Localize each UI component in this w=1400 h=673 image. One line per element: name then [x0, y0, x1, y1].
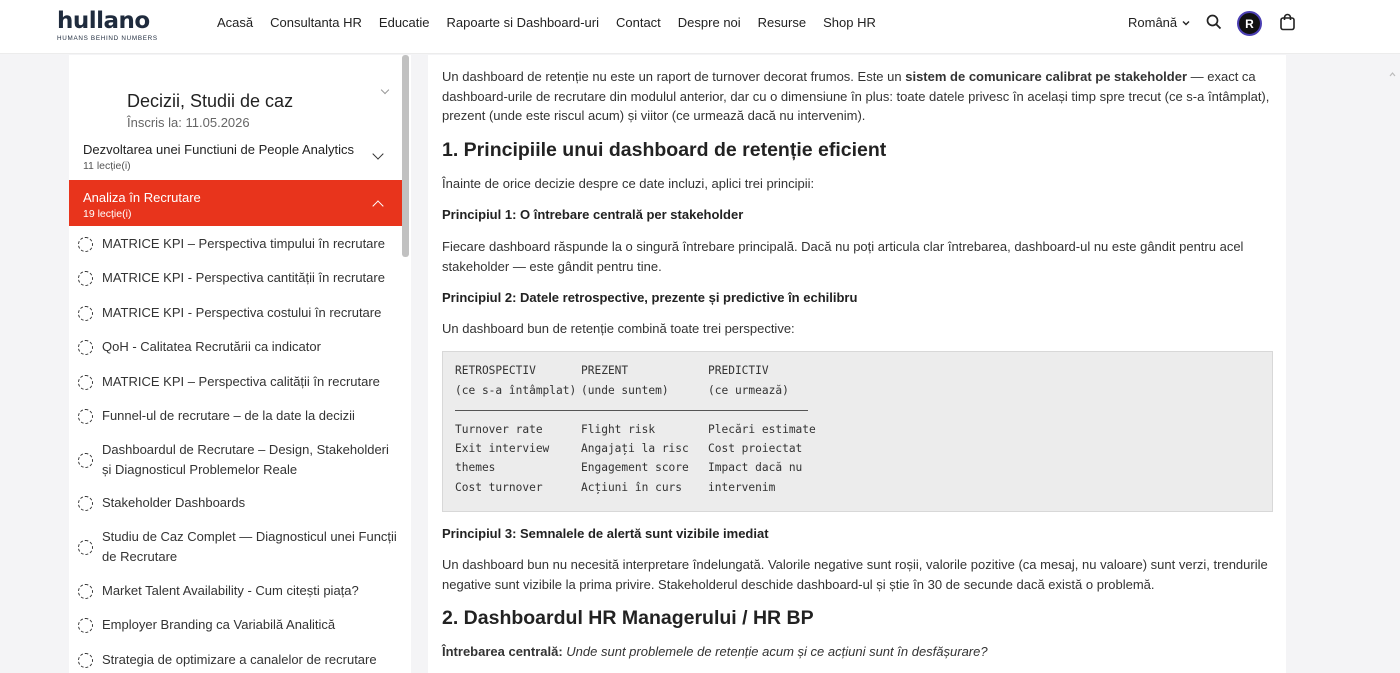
card-chevron-icon [381, 86, 389, 94]
enrollment-date: Înscris la: 11.05.2026 [127, 115, 250, 130]
lesson-status-icon [78, 584, 93, 599]
section-heading-2: 2. Dashboardul HR Managerului / HR BP [442, 607, 814, 629]
code-block-perspectives: RETROSPECTIV PREZENT PREDICTIV (ce s-a întâmplat) (unde suntem) (ce urmează) Turnover rate Flight risk Plecări estimate Exit interview Angajați la risc Cost proiectat themes Engagement score Impact dacă nu Cost turnover Acțiuni în curs intervenim [442, 351, 1273, 512]
lesson-status-icon [78, 540, 93, 555]
language-label: Română [1128, 15, 1178, 30]
shopping-bag-icon[interactable] [1279, 13, 1296, 31]
lesson-status-icon [78, 453, 93, 468]
module-people-analytics[interactable] [69, 132, 402, 180]
principle-2-heading: Principiul 2: Datele retrospective, prezente și predictive în echilibru [442, 290, 858, 305]
lesson-status-icon [78, 340, 93, 355]
logo-tagline: HUMANS BEHIND NUMBERS [57, 35, 158, 42]
course-sidebar [69, 55, 402, 673]
course-title: Decizii, Studii de caz [127, 91, 294, 111]
paragraph: Fiecare dashboard răspunde la o singură întrebare principală. Dacă nu poți articula clar întrebarea, dashboard-ul nu este gândit pentru acel stakeholder — este gândit pentru tine. [442, 239, 1244, 274]
lesson-status-icon [78, 237, 93, 252]
principle-1-heading: Principiul 1: O întrebare centrală per stakeholder [442, 207, 744, 222]
lesson-title: MATRICE KPI - Perspectiva costului în recrutare [102, 305, 382, 320]
lesson-status-icon [78, 271, 93, 286]
code-divider [455, 410, 808, 411]
paragraph: Un dashboard bun nu necesită interpretare îndelungată. Valorile negative sunt roșii, valorile pozitive (ca mesaj, nu valoare) sunt verzi, trendurile negative sunt vizibile la prima privire. Stakeholderul deschide dashboard-ul și știe în 30 de secunde dacă există o problemă. [442, 557, 1268, 592]
module-title: Dezvoltarea unei Functiuni de People Analytics [83, 142, 354, 157]
lesson-title: Market Talent Availability - Cum citești piața? [102, 583, 359, 598]
chevron-up-icon [372, 200, 383, 211]
right-gutter [1286, 55, 1400, 673]
intro-emphasis: sistem de comunicare calibrat pe stakeholder [905, 69, 1188, 84]
nav-acasa[interactable]: Acasă [217, 15, 254, 30]
nav-resurse[interactable]: Resurse [757, 15, 807, 30]
lesson-title: MATRICE KPI – Perspectiva timpului în recrutare [102, 236, 385, 251]
chevron-down-icon [1181, 18, 1191, 28]
module-analiza-recrutare[interactable] [69, 180, 402, 226]
lesson-title: Funnel-ul de recrutare – de la date la decizii [102, 408, 355, 423]
page-scroll-up-icon[interactable] [1389, 70, 1396, 80]
module-lesson-count: 11 lecție(i) [83, 160, 131, 172]
nav-shop-hr[interactable]: Shop HR [823, 15, 876, 30]
lesson-status-icon [78, 306, 93, 321]
lesson-title: MATRICE KPI - Perspectiva cantității în recrutare [102, 270, 385, 285]
central-question [442, 642, 1272, 662]
lesson-title: Dashboardul de Recrutare – Design, Stakeholderi și Diagnosticul Problemelor Reale [102, 442, 389, 477]
nav-consultanta-hr[interactable]: Consultanta HR [270, 15, 362, 30]
language-selector[interactable] [1128, 15, 1191, 30]
lesson-status-icon [78, 653, 93, 668]
lesson-title: MATRICE KPI – Perspectiva calității în recrutare [102, 374, 380, 389]
lesson-status-icon [78, 618, 93, 633]
principle-3-heading: Principiul 3: Semnalele de alertă sunt vizibile imediat [442, 526, 769, 541]
nav-despre-noi[interactable]: Despre noi [677, 15, 741, 30]
lesson-list [69, 226, 402, 673]
module-lesson-count: 19 lecție(i) [83, 208, 132, 220]
lesson-status-icon [78, 409, 93, 424]
central-question-text: Unde sunt problemele de retenție acum și ce acțiuni sunt în desfășurare? [566, 644, 988, 659]
intro-paragraph: Un dashboard de retenție nu este un raport de turnover decorat frumos. Este un sistem de comunicare calibrat pe stakeholder — exact ca dashboard-urile de recrutare din modulul anterior, dar cu o dimensiune în plus: toate datele privesc în același timp spre trecut (ce s-a întâmplat), prezent (unde este riscul acum) și viitor (ce urmează dacă nu intervenim). [442, 69, 1270, 123]
main-nav [217, 15, 893, 31]
brand-logo[interactable] [57, 8, 167, 44]
lesson-title: Strategia de optimizare a canalelor de recrutare [102, 652, 377, 667]
lesson-title: Stakeholder Dashboards [102, 495, 246, 510]
lesson-title: Studiu de Caz Complet — Diagnosticul unei Funcții de Recrutare [102, 529, 397, 564]
lesson-title: Employer Branding ca Variabilă Analitică [102, 617, 336, 632]
lesson-status-icon [78, 496, 93, 511]
chevron-down-icon [372, 148, 383, 159]
lesson-title: QoH - Calitatea Recrutării ca indicator [102, 339, 321, 354]
nav-rapoarte-dashboard[interactable]: Rapoarte si Dashboard-uri [446, 15, 599, 30]
paragraph: Înainte de orice decizie despre ce date incluzi, aplici trei principii: [442, 176, 815, 191]
lesson-content [428, 55, 1286, 673]
nav-contact[interactable]: Contact [615, 15, 661, 30]
top-header [0, 0, 1400, 54]
paragraph: Un dashboard bun de retenție combină toate trei perspective: [442, 321, 795, 336]
nav-educatie[interactable]: Educatie [378, 15, 430, 30]
section-heading-1: 1. Principiile unui dashboard de retenție eficient [442, 139, 887, 161]
central-question-label: Întrebarea centrală: [442, 644, 563, 659]
logo-wordmark: hullano [57, 8, 150, 34]
search-icon[interactable] [1206, 13, 1222, 31]
sidebar-scrollbar-thumb[interactable] [402, 55, 409, 257]
user-avatar[interactable]: R [1237, 11, 1262, 36]
lesson-status-icon [78, 375, 93, 390]
module-title: Analiza în Recrutare [83, 190, 201, 205]
